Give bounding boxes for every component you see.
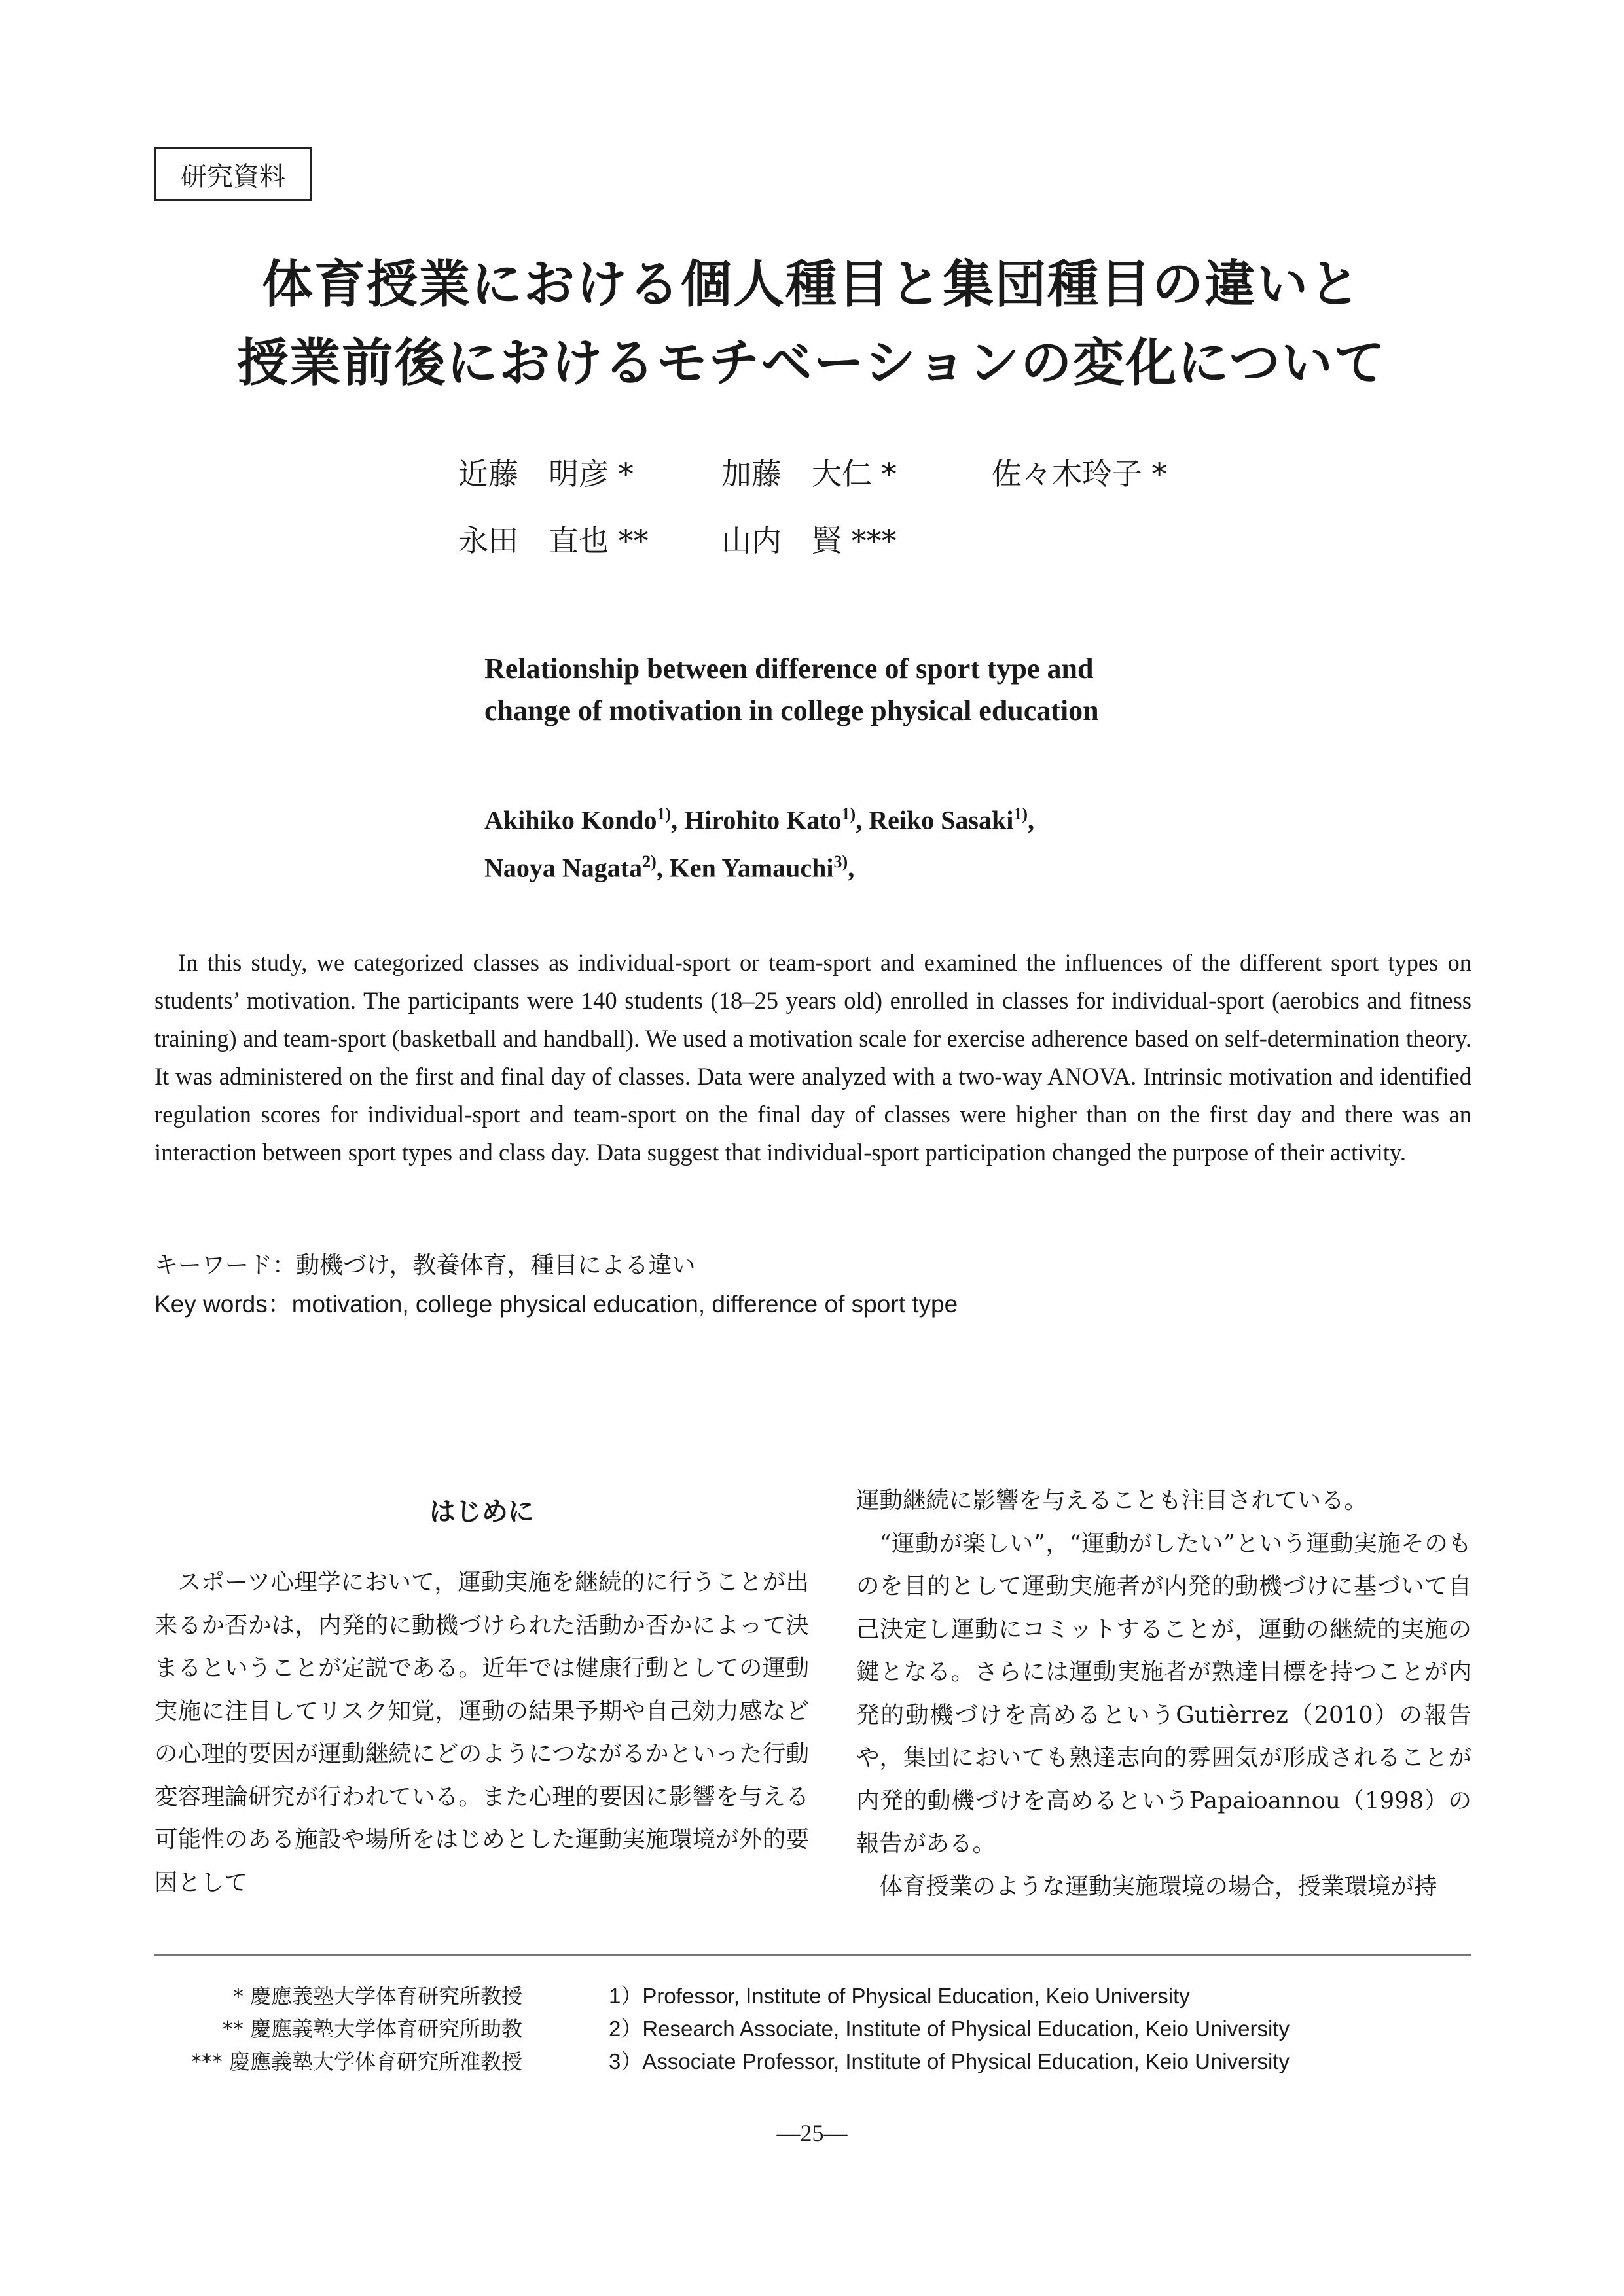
section-heading: はじめに — [429, 1497, 534, 1527]
footnote-divider — [154, 1954, 1471, 1956]
author-ja: 山内 賢 *** — [721, 523, 897, 558]
footnote-en: 3）Associate Professor, Institute of Physical Education, Keio University — [609, 2049, 1290, 2073]
footnote-ja: * 慶應義塾大学体育研究所教授 — [232, 1984, 522, 2009]
title-en-line: change of motivation in college physical education — [484, 694, 1099, 726]
title-ja — [196, 245, 1427, 403]
keywords-ja: キーワード：動機づけ，教養体育，種目による違い — [154, 1252, 696, 1279]
author-en-affiliation: 3) — [833, 852, 848, 872]
author-en-name: Reiko Sasaki — [869, 805, 1014, 835]
footnotes-en — [609, 1980, 1290, 2078]
author-ja: 佐々木玲子 * — [992, 456, 1167, 492]
page-number: ―25― — [776, 2120, 848, 2146]
authors-en-line-1 — [484, 793, 1335, 841]
footnote-en: 1）Professor, Institute of Physical Education, Keio University — [609, 1984, 1190, 2008]
title-ja-line: 体育授業における個人種目と集団種目の違いと — [261, 255, 1362, 314]
footnote-ja: ** 慶應義塾大学体育研究所助教 — [222, 2017, 522, 2041]
author-en-name: Naoya Nagata — [484, 853, 643, 883]
author-en-sep: , — [671, 805, 685, 835]
author-en-affiliation: 1) — [1013, 804, 1028, 823]
author-en-affiliation: 1) — [657, 804, 672, 823]
body-paragraph: “運動が楽しい”，“運動がしたい”という運動実施そのものを目的として運動実施者が内発的動機づけに基づいて自己決定し運動にコミットすることが，運動の継続的実施の鍵となる。さらには運動実施者が熟達目標を持つことが内発的動機づけを高めるというGutièrrez（2010）の報告や，集団においても熟達志向的雰囲気が形成されることが内発的動機づけを高めるというPapaioannou（1998）の報告がある。 — [856, 1530, 1471, 1857]
footnotes-ja — [151, 1980, 522, 2078]
authors-en-line-2 — [484, 841, 1335, 889]
footnote-en: 2）Research Associate, Institute of Physical Education, Keio University — [609, 2017, 1290, 2041]
author-en-affiliation: 1) — [841, 804, 856, 823]
body-paragraph: 体育授業のような運動実施環境の場合，授業環境が持 — [879, 1873, 1437, 1900]
keywords-en: Key words：motivation, college physical education, difference of sport type — [154, 1291, 958, 1318]
author-en-sep: , — [848, 853, 855, 883]
body-column-right — [856, 1479, 1471, 1908]
body-paragraph: 運動継続に影響を与えることも注目されている。 — [856, 1487, 1368, 1514]
abstract: In this study, we categorized classes as individual-sport or team-sport and examined the influences of the different sport types on students’ motivation. The participants were 140 students (18–25 years old) enrolled in classes for individual-sport (aerobics and fitness training) and team-sport (basketball and handball). We used a motivation scale for exercise adherence based on self-determination theory. It was administered on the first and final day of classes. Data were analyzed with a two-way ANOVA. Intrinsic motivation and identified regulation scores for individual-sport and team-sport on the final day of classes were higher than on the first day and there was an interaction between sport types and class day. Data suggest that individual-sport participation changed the purpose of their activity. — [154, 949, 1471, 1166]
author-en-sep: , — [1028, 805, 1035, 835]
body-paragraph: スポーツ心理学において，運動実施を継続的に行うことが出来るか否かは，内発的に動機づけられた活動か否かによって決まるということが定説である。近年では健康行動としての運動実施に注目してリスク知覚，運動の結果予期や自己効力感などの心理的要因が運動継続にどのようにつながるかといった行動変容理論研究が行われている。また心理的要因に影響を与える可能性のある施設や場所をはじめとした運動実施環境が外的要因として — [154, 1569, 809, 1896]
title-en — [484, 648, 1335, 732]
author-en-name: Ken Yamauchi — [669, 853, 834, 883]
author-ja: 近藤 明彦 * — [458, 456, 634, 492]
authors-ja-line-2 — [458, 517, 1309, 563]
category-label: 研究資料 — [154, 147, 312, 201]
body-column-left — [154, 1561, 809, 1904]
author-ja: 加藤 大仁 * — [721, 456, 897, 492]
title-ja-line: 授業前後におけるモチベーションの変化について — [237, 334, 1386, 393]
author-en-sep: , — [856, 805, 869, 835]
authors-ja-line-1 — [458, 450, 1309, 496]
footnote-ja: *** 慶應義塾大学体育研究所准教授 — [190, 2049, 522, 2074]
author-en-name: Hirohito Kato — [684, 805, 842, 835]
title-en-line: Relationship between difference of sport type and — [484, 653, 1094, 685]
author-en-sep: , — [656, 853, 670, 883]
author-ja: 永田 直也 ** — [458, 523, 649, 558]
author-en-affiliation: 2) — [642, 852, 657, 872]
authors-en — [484, 793, 1335, 889]
author-en-name: Akihiko Kondo — [484, 805, 657, 835]
